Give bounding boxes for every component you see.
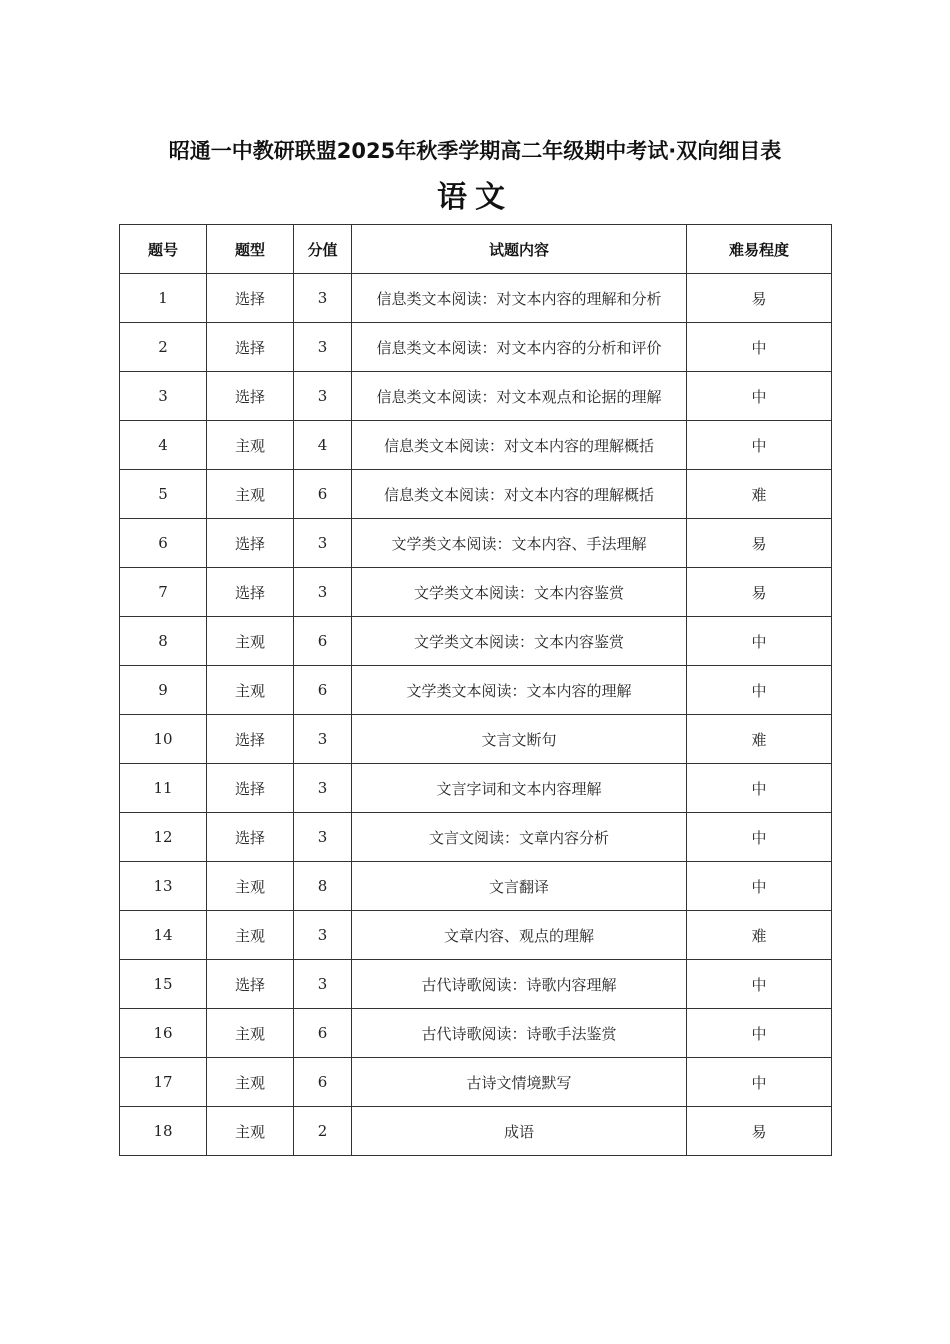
cell-question-number: 11 (120, 764, 207, 813)
table-row (120, 323, 832, 372)
cell-difficulty: 中 (687, 666, 832, 715)
cell-score: 3 (294, 911, 352, 960)
cell-question-type: 主观 (207, 617, 294, 666)
cell-difficulty: 易 (687, 274, 832, 323)
cell-content: 文学类文本阅读：文本内容鉴赏 (352, 617, 687, 666)
document-title: 昭通一中教研联盟2025年秋季学期高二年级期中考试·双向细目表 (168, 139, 782, 163)
cell-score: 3 (294, 372, 352, 421)
cell-question-type: 选择 (207, 274, 294, 323)
cell-question-type: 选择 (207, 568, 294, 617)
cell-question-number: 4 (120, 421, 207, 470)
cell-content: 文学类文本阅读：文本内容的理解 (352, 666, 687, 715)
header-difficulty: 难易程度 (687, 225, 832, 274)
table-row (120, 1107, 832, 1156)
cell-difficulty: 易 (687, 568, 832, 617)
table-body (120, 274, 832, 1156)
cell-score: 8 (294, 862, 352, 911)
cell-content: 古代诗歌阅读：诗歌手法鉴赏 (352, 1009, 687, 1058)
table-row (120, 519, 832, 568)
cell-question-type: 主观 (207, 911, 294, 960)
cell-score: 3 (294, 519, 352, 568)
cell-difficulty: 中 (687, 617, 832, 666)
cell-question-number: 6 (120, 519, 207, 568)
cell-question-number: 15 (120, 960, 207, 1009)
cell-score: 3 (294, 323, 352, 372)
table-header-row (120, 225, 832, 274)
cell-question-type: 选择 (207, 764, 294, 813)
cell-question-number: 1 (120, 274, 207, 323)
cell-content: 古代诗歌阅读：诗歌内容理解 (352, 960, 687, 1009)
cell-score: 6 (294, 470, 352, 519)
cell-content: 成语 (352, 1107, 687, 1156)
subject-heading: 语文 (437, 180, 513, 215)
cell-question-type: 主观 (207, 666, 294, 715)
cell-difficulty: 中 (687, 813, 832, 862)
table-row (120, 372, 832, 421)
cell-score: 3 (294, 715, 352, 764)
table-row (120, 1058, 832, 1107)
cell-question-type: 选择 (207, 960, 294, 1009)
cell-difficulty: 中 (687, 1058, 832, 1107)
cell-content: 文言翻译 (352, 862, 687, 911)
table-row (120, 715, 832, 764)
cell-difficulty: 中 (687, 1009, 832, 1058)
cell-difficulty: 中 (687, 372, 832, 421)
cell-question-number: 18 (120, 1107, 207, 1156)
cell-question-type: 主观 (207, 470, 294, 519)
cell-score: 6 (294, 1058, 352, 1107)
cell-difficulty: 难 (687, 470, 832, 519)
header-question-type: 题型 (207, 225, 294, 274)
cell-question-number: 8 (120, 617, 207, 666)
cell-question-number: 16 (120, 1009, 207, 1058)
cell-difficulty: 易 (687, 1107, 832, 1156)
table-row (120, 1009, 832, 1058)
table-row (120, 764, 832, 813)
table-row (120, 470, 832, 519)
cell-difficulty: 难 (687, 715, 832, 764)
cell-content: 信息类文本阅读：对文本内容的理解和分析 (352, 274, 687, 323)
cell-score: 3 (294, 960, 352, 1009)
cell-content: 信息类文本阅读：对文本内容的分析和评价 (352, 323, 687, 372)
table-row (120, 813, 832, 862)
cell-question-type: 选择 (207, 372, 294, 421)
cell-difficulty: 中 (687, 764, 832, 813)
header-score: 分值 (294, 225, 352, 274)
cell-question-number: 12 (120, 813, 207, 862)
cell-content: 文言文断句 (352, 715, 687, 764)
cell-content: 文学类文本阅读：文本内容鉴赏 (352, 568, 687, 617)
cell-question-number: 9 (120, 666, 207, 715)
cell-question-number: 3 (120, 372, 207, 421)
table-row (120, 421, 832, 470)
cell-question-type: 主观 (207, 1107, 294, 1156)
cell-difficulty: 中 (687, 960, 832, 1009)
cell-question-number: 14 (120, 911, 207, 960)
cell-score: 6 (294, 1009, 352, 1058)
cell-content: 信息类文本阅读：对文本观点和论据的理解 (352, 372, 687, 421)
cell-difficulty: 中 (687, 862, 832, 911)
cell-content: 文言文阅读：文章内容分析 (352, 813, 687, 862)
cell-question-type: 选择 (207, 519, 294, 568)
cell-question-type: 主观 (207, 1058, 294, 1107)
cell-difficulty: 中 (687, 421, 832, 470)
cell-score: 6 (294, 617, 352, 666)
table-row (120, 862, 832, 911)
table-row (120, 666, 832, 715)
cell-content: 文学类文本阅读：文本内容、手法理解 (352, 519, 687, 568)
cell-question-type: 主观 (207, 421, 294, 470)
cell-content: 文章内容、观点的理解 (352, 911, 687, 960)
table-row (120, 617, 832, 666)
cell-score: 6 (294, 666, 352, 715)
cell-question-type: 选择 (207, 323, 294, 372)
cell-question-type: 选择 (207, 813, 294, 862)
cell-score: 3 (294, 764, 352, 813)
cell-score: 2 (294, 1107, 352, 1156)
cell-question-number: 10 (120, 715, 207, 764)
cell-question-type: 选择 (207, 715, 294, 764)
table-row (120, 911, 832, 960)
cell-score: 3 (294, 813, 352, 862)
cell-question-type: 主观 (207, 862, 294, 911)
cell-content: 信息类文本阅读：对文本内容的理解概括 (352, 421, 687, 470)
header-content: 试题内容 (352, 225, 687, 274)
spec-table (119, 224, 832, 1156)
table-row (120, 960, 832, 1009)
header-question-number: 题号 (120, 225, 207, 274)
cell-score: 3 (294, 274, 352, 323)
cell-question-number: 7 (120, 568, 207, 617)
cell-content: 文言字词和文本内容理解 (352, 764, 687, 813)
cell-question-number: 2 (120, 323, 207, 372)
cell-content: 信息类文本阅读：对文本内容的理解概括 (352, 470, 687, 519)
cell-score: 3 (294, 568, 352, 617)
cell-difficulty: 难 (687, 911, 832, 960)
cell-score: 4 (294, 421, 352, 470)
cell-difficulty: 中 (687, 323, 832, 372)
cell-content: 古诗文情境默写 (352, 1058, 687, 1107)
cell-question-number: 5 (120, 470, 207, 519)
table-row (120, 274, 832, 323)
cell-question-type: 主观 (207, 1009, 294, 1058)
cell-difficulty: 易 (687, 519, 832, 568)
cell-question-number: 17 (120, 1058, 207, 1107)
cell-question-number: 13 (120, 862, 207, 911)
table-row (120, 568, 832, 617)
